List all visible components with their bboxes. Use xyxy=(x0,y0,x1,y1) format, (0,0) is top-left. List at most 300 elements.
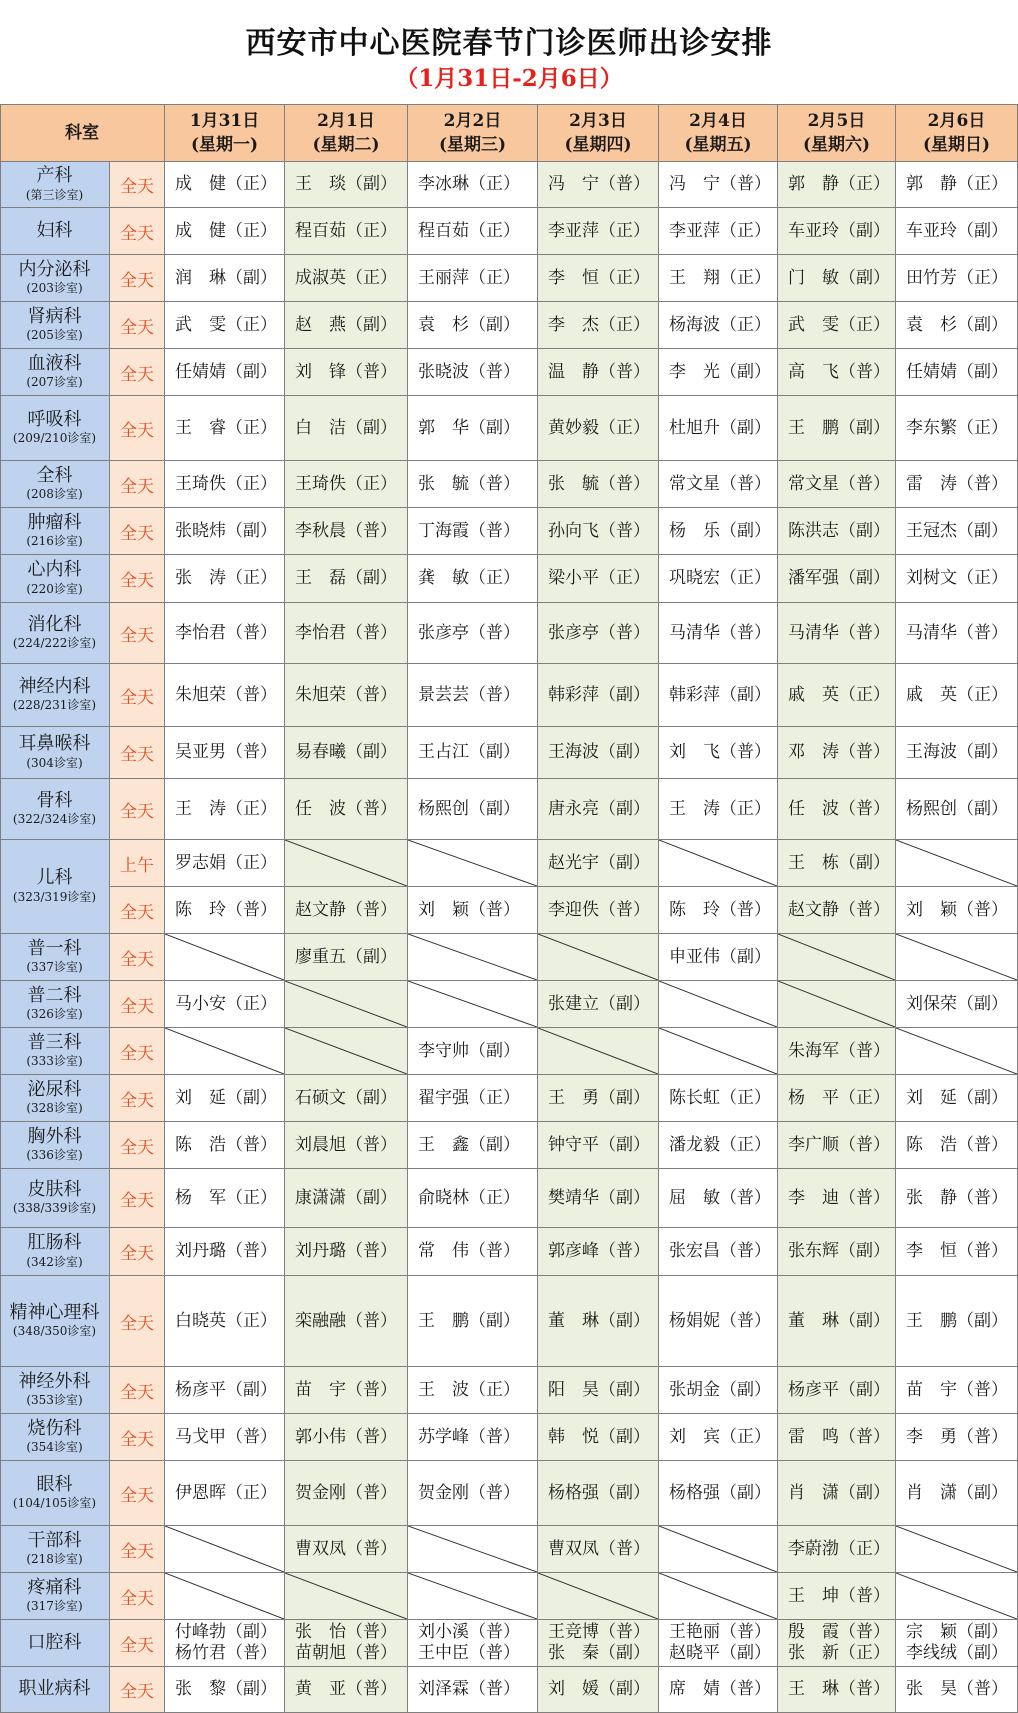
doctor-name: 常文星（普） xyxy=(788,473,890,494)
doctor-name: 李 杰（正） xyxy=(548,314,650,335)
doctor-name: 成 健（正） xyxy=(175,220,277,241)
doctor-cell xyxy=(408,1620,538,1667)
dept-name: 胸外科 xyxy=(27,1125,82,1147)
doctor-name: 刘 锋（普） xyxy=(295,361,397,382)
day-column-header xyxy=(896,104,1018,162)
doctor-cell xyxy=(778,603,896,664)
doctor-name: 李秋晨（普） xyxy=(295,520,397,541)
empty-slot-cell xyxy=(778,934,896,981)
doctor-cell xyxy=(778,1526,896,1573)
empty-slot-cell xyxy=(285,840,408,887)
doctor-cell xyxy=(659,1620,778,1667)
doctor-name: 李冰琳（正） xyxy=(418,174,520,194)
doctor-cell xyxy=(659,461,778,508)
doctor-name: 张 黎（副） xyxy=(175,1679,277,1699)
dept-name: 普二科 xyxy=(27,984,82,1006)
doctor-cell xyxy=(659,1075,778,1122)
dept-name-cell xyxy=(0,396,110,461)
doctor-name: 郭 静（正） xyxy=(788,174,890,194)
doctor-name: 杨彦平（副） xyxy=(175,1379,277,1400)
dept-name-cell xyxy=(0,1414,110,1461)
shift-time-cell xyxy=(110,1169,165,1228)
dept-room: (353诊室) xyxy=(26,1393,83,1408)
doctor-name: 钟守平（副） xyxy=(548,1134,650,1155)
doctor-cell xyxy=(538,302,659,349)
dept-room: (228/231诊室) xyxy=(12,698,97,713)
shift-time-label: 全天 xyxy=(120,571,154,591)
doctor-name: 刘小溪（普） xyxy=(418,1622,520,1642)
doctor-cell xyxy=(408,1122,538,1169)
doctor-name: 黄 亚（普） xyxy=(295,1679,397,1699)
doctor-name: 武 雯（正） xyxy=(175,314,277,335)
doctor-name: 李东繁（正） xyxy=(906,417,1008,438)
doctor-name: 常文星（普） xyxy=(669,473,771,494)
doctor-name: 马小安（正） xyxy=(175,993,277,1014)
doctor-cell xyxy=(778,508,896,555)
doctor-name: 宗 颖（副） xyxy=(906,1622,1008,1642)
dept-name-cell xyxy=(0,508,110,555)
doctor-cell xyxy=(896,1620,1018,1667)
dept-room: (205诊室) xyxy=(26,328,83,343)
empty-slot-cell xyxy=(896,1028,1018,1075)
doctor-cell xyxy=(896,302,1018,349)
doctor-name: 龚 敏（正） xyxy=(418,568,520,588)
doctor-name: 王 栋（副） xyxy=(788,852,890,873)
doctor-name: 王 勇（副） xyxy=(548,1087,650,1108)
doctor-name: 李亚萍（正） xyxy=(548,220,650,241)
doctor-name: 张 静（普） xyxy=(906,1187,1008,1208)
dept-name-cell xyxy=(0,461,110,508)
dept-name: 肾病科 xyxy=(27,305,82,327)
day-date-label: 2月5日 xyxy=(807,110,866,131)
doctor-name: 张建立（副） xyxy=(548,993,650,1014)
dept-name-cell xyxy=(0,1122,110,1169)
no-clinic-slash xyxy=(778,981,895,1027)
empty-slot-cell xyxy=(659,1573,778,1620)
dept-name: 眼科 xyxy=(36,1473,73,1495)
doctor-name: 王 翔（正） xyxy=(669,267,771,288)
doctor-cell xyxy=(165,1367,285,1414)
shift-time-label: 全天 xyxy=(120,949,154,970)
doctor-name: 雷 鸣（普） xyxy=(788,1426,890,1447)
dept-room: (209/210诊室) xyxy=(12,431,97,446)
doctor-name: 田竹芳（正） xyxy=(906,267,1008,288)
dept-room: (337诊室) xyxy=(26,960,83,975)
dept-column-header xyxy=(0,104,165,162)
doctor-name: 张胡金（副） xyxy=(669,1379,771,1400)
dept-room: (336诊室) xyxy=(26,1148,83,1163)
dept-name-cell xyxy=(0,1620,110,1667)
doctor-name: 白 洁（副） xyxy=(295,417,397,438)
doctor-cell xyxy=(408,255,538,302)
doctor-cell xyxy=(165,1667,285,1713)
doctor-name: 郭彦峰（普） xyxy=(548,1241,650,1261)
doctor-name: 殷 霞（普） xyxy=(788,1622,890,1642)
dept-name: 肿瘤科 xyxy=(27,511,82,533)
dept-room: (338/339诊室) xyxy=(12,1201,97,1216)
doctor-name: 杨娟妮（普） xyxy=(669,1310,771,1331)
dept-room: (218诊室) xyxy=(26,1552,83,1567)
doctor-name: 白晓英（正） xyxy=(175,1310,277,1331)
doctor-name: 刘 宾（正） xyxy=(669,1426,771,1447)
doctor-name: 杨熙创（副） xyxy=(418,798,520,819)
doctor-cell xyxy=(538,1228,659,1276)
doctor-cell xyxy=(165,779,285,840)
empty-slot-cell xyxy=(285,1028,408,1075)
day-date-label: 1月31日 xyxy=(189,110,260,131)
doctor-name: 刘晨旭（普） xyxy=(295,1134,397,1155)
doctor-cell xyxy=(408,1075,538,1122)
doctor-cell xyxy=(165,1276,285,1367)
day-date-label: 2月6日 xyxy=(927,110,986,131)
shift-time-cell xyxy=(110,603,165,664)
doctor-name: 席 婧（普） xyxy=(669,1679,771,1699)
doctor-cell xyxy=(659,1276,778,1367)
shift-time-label: 全天 xyxy=(120,902,154,923)
doctor-cell xyxy=(896,162,1018,208)
doctor-cell xyxy=(408,162,538,208)
doctor-name: 雷 涛（普） xyxy=(906,473,1008,494)
doctor-name: 张 怡（普） xyxy=(295,1622,397,1642)
dept-room: (304诊室) xyxy=(26,755,83,770)
dept-name-cell xyxy=(0,1228,110,1276)
doctor-cell xyxy=(538,349,659,396)
doctor-name: 廖重五（副） xyxy=(295,946,397,967)
doctor-cell xyxy=(165,603,285,664)
doctor-cell xyxy=(285,1122,408,1169)
doctor-cell xyxy=(896,1169,1018,1228)
doctor-cell xyxy=(408,302,538,349)
doctor-cell xyxy=(408,208,538,255)
doctor-cell xyxy=(538,1169,659,1228)
doctor-cell xyxy=(896,1075,1018,1122)
doctor-name: 邓 涛（普） xyxy=(788,742,890,762)
doctor-name: 王占江（副） xyxy=(418,742,520,762)
doctor-cell xyxy=(659,603,778,664)
doctor-name: 高 飞（普） xyxy=(788,361,890,382)
doctor-cell xyxy=(659,1414,778,1461)
no-clinic-slash xyxy=(408,840,537,886)
day-column-header xyxy=(778,104,896,162)
dept-room: (328诊室) xyxy=(26,1101,83,1116)
doctor-name: 赵晓平（副） xyxy=(669,1643,771,1663)
empty-slot-cell xyxy=(408,1526,538,1573)
no-clinic-slash xyxy=(538,934,658,980)
doctor-cell xyxy=(896,508,1018,555)
doctor-cell xyxy=(659,934,778,981)
day-date-label: 2月1日 xyxy=(317,110,375,131)
day-weekday-label: (星期六) xyxy=(802,134,871,155)
shift-time-label: 全天 xyxy=(120,364,154,385)
shift-time-cell xyxy=(110,255,165,302)
doctor-cell xyxy=(538,1414,659,1461)
doctor-cell xyxy=(896,727,1018,779)
doctor-cell xyxy=(538,1122,659,1169)
doctor-cell xyxy=(538,162,659,208)
doctor-cell xyxy=(778,1169,896,1228)
dept-name-cell xyxy=(0,1028,110,1075)
doctor-name: 韩彩萍（副） xyxy=(548,684,650,705)
dept-name: 肛肠科 xyxy=(27,1232,82,1254)
dept-name-cell xyxy=(0,1461,110,1526)
doctor-name: 杨格强（副） xyxy=(548,1482,650,1503)
doctor-name: 袁 杉（副） xyxy=(906,314,1008,335)
shift-time-cell xyxy=(110,1028,165,1075)
doctor-name: 李守帅（副） xyxy=(418,1040,520,1061)
dept-name: 烧伤科 xyxy=(27,1417,82,1439)
dept-room: (第三诊室) xyxy=(25,187,84,202)
doctor-cell xyxy=(285,349,408,396)
doctor-cell xyxy=(659,887,778,934)
doctor-cell xyxy=(538,255,659,302)
no-clinic-slash xyxy=(408,1526,537,1572)
shift-time-label: 全天 xyxy=(120,317,154,338)
shift-time-cell xyxy=(110,1620,165,1667)
doctor-cell xyxy=(896,208,1018,255)
dept-name: 产科 xyxy=(36,165,73,187)
dept-room: (323/319诊室) xyxy=(12,889,97,904)
doctor-cell xyxy=(659,664,778,727)
empty-slot-cell xyxy=(285,981,408,1028)
doctor-name: 润 琳（副） xyxy=(175,267,277,288)
doctor-name: 王 涛（正） xyxy=(175,798,277,819)
doctor-name: 杜旭升（副） xyxy=(669,417,771,438)
empty-slot-cell xyxy=(285,1573,408,1620)
doctor-cell xyxy=(659,727,778,779)
doctor-cell xyxy=(538,396,659,461)
dept-name: 全科 xyxy=(36,464,73,486)
empty-slot-cell xyxy=(896,1573,1018,1620)
doctor-cell xyxy=(778,302,896,349)
doctor-name: 王 鹏（副） xyxy=(418,1310,520,1331)
doctor-cell xyxy=(408,508,538,555)
doctor-name: 李怡君（普） xyxy=(175,622,277,643)
no-clinic-slash xyxy=(659,1526,777,1572)
doctor-cell xyxy=(165,461,285,508)
no-clinic-slash xyxy=(778,934,895,980)
shift-time-cell xyxy=(110,1667,165,1713)
shift-time-label: 全天 xyxy=(120,223,154,244)
no-clinic-slash xyxy=(896,1028,1017,1074)
doctor-name: 李迎佚（普） xyxy=(548,899,650,920)
doctor-name: 王 坤（普） xyxy=(788,1585,890,1606)
doctor-cell xyxy=(778,162,896,208)
doctor-cell xyxy=(408,1461,538,1526)
doctor-name: 陈长虹（正） xyxy=(669,1087,771,1108)
doctor-cell xyxy=(896,555,1018,603)
doctor-cell xyxy=(778,1461,896,1526)
page-subtitle: （1月31日-2月6日） xyxy=(395,65,623,92)
doctor-name: 张 新（正） xyxy=(788,1643,890,1663)
shift-time-cell xyxy=(110,664,165,727)
doctor-cell xyxy=(778,1122,896,1169)
doctor-cell xyxy=(538,1367,659,1414)
dept-name-cell xyxy=(0,1276,110,1367)
doctor-name: 王 琰（副） xyxy=(295,174,397,194)
dept-name: 神经外科 xyxy=(18,1370,91,1392)
shift-time-label: 全天 xyxy=(120,1043,154,1064)
dept-name: 普一科 xyxy=(27,937,82,959)
dept-room: (224/222诊室) xyxy=(12,636,97,651)
shift-time-label: 全天 xyxy=(120,270,154,291)
doctor-cell xyxy=(659,1169,778,1228)
day-column-header xyxy=(538,104,659,162)
doctor-cell xyxy=(285,779,408,840)
doctor-cell xyxy=(165,208,285,255)
doctor-cell xyxy=(538,1461,659,1526)
day-column-header xyxy=(165,104,285,162)
doctor-name: 张 昊（普） xyxy=(906,1679,1008,1699)
doctor-cell xyxy=(285,1620,408,1667)
doctor-name: 梁小平（正） xyxy=(548,568,650,588)
doctor-cell xyxy=(659,779,778,840)
doctor-name: 王 睿（正） xyxy=(175,417,277,438)
doctor-name: 董 琳（副） xyxy=(788,1310,890,1331)
dept-name: 干部科 xyxy=(27,1529,82,1551)
doctor-cell xyxy=(408,461,538,508)
doctor-name: 张宏昌（普） xyxy=(669,1241,771,1261)
doctor-name: 曹双凤（普） xyxy=(295,1538,397,1559)
no-clinic-slash xyxy=(285,1028,407,1074)
doctor-cell xyxy=(778,1414,896,1461)
doctor-cell xyxy=(538,727,659,779)
doctor-name: 陈 玲（普） xyxy=(175,899,277,920)
doctor-name: 易春曦（副） xyxy=(295,742,397,762)
doctor-name: 张 毓（普） xyxy=(418,473,520,494)
no-clinic-slash xyxy=(408,981,537,1027)
doctor-name: 吴亚男（普） xyxy=(175,742,277,762)
doctor-name: 付峰勃（副） xyxy=(175,1622,277,1642)
doctor-name: 刘 媛（副） xyxy=(548,1679,650,1699)
shift-time-cell xyxy=(110,1276,165,1367)
doctor-name: 康潇潇（副） xyxy=(295,1187,397,1208)
doctor-cell xyxy=(408,603,538,664)
shift-time-cell xyxy=(110,461,165,508)
day-weekday-label: (星期日) xyxy=(922,134,991,155)
doctor-cell xyxy=(778,1075,896,1122)
doctor-name: 伊恩晖（正） xyxy=(175,1482,277,1503)
doctor-cell xyxy=(285,302,408,349)
doctor-name: 车亚玲（副） xyxy=(788,220,890,241)
doctor-cell xyxy=(896,1461,1018,1526)
doctor-cell xyxy=(659,162,778,208)
doctor-name: 韩 悦（副） xyxy=(548,1426,650,1447)
shift-time-cell xyxy=(110,981,165,1028)
doctor-name: 张东辉（副） xyxy=(788,1241,890,1261)
shift-time-cell xyxy=(110,779,165,840)
shift-time-label: 上午 xyxy=(120,855,154,876)
shift-time-cell xyxy=(110,349,165,396)
empty-slot-cell xyxy=(408,981,538,1028)
doctor-cell xyxy=(778,1228,896,1276)
dept-name-cell xyxy=(0,603,110,664)
doctor-name: 翟宇强（正） xyxy=(418,1087,520,1108)
no-clinic-slash xyxy=(165,1573,284,1619)
dept-name: 呼吸科 xyxy=(27,408,82,430)
doctor-cell xyxy=(165,1228,285,1276)
doctor-name: 阳 昊（副） xyxy=(548,1379,650,1400)
doctor-name: 郭小伟（普） xyxy=(295,1426,397,1447)
empty-slot-cell xyxy=(896,840,1018,887)
dept-name-cell xyxy=(0,162,110,208)
doctor-name: 贺金刚（普） xyxy=(295,1482,397,1503)
shift-time-label: 全天 xyxy=(120,1313,154,1334)
shift-time-cell xyxy=(110,162,165,208)
day-weekday-label: (星期五) xyxy=(684,134,752,155)
doctor-cell xyxy=(896,779,1018,840)
doctor-name: 温 静（普） xyxy=(548,361,650,382)
empty-slot-cell xyxy=(896,1526,1018,1573)
shift-time-cell xyxy=(110,840,165,887)
shift-time-label: 全天 xyxy=(120,177,154,197)
doctor-cell xyxy=(408,555,538,603)
doctor-cell xyxy=(659,255,778,302)
shift-time-cell xyxy=(110,727,165,779)
dept-name: 皮肤科 xyxy=(27,1178,82,1200)
doctor-name: 马清华（普） xyxy=(669,622,771,643)
doctor-name: 程百茹（正） xyxy=(418,220,520,241)
no-clinic-slash xyxy=(896,934,1017,980)
doctor-name: 杨格强（副） xyxy=(669,1482,771,1503)
no-clinic-slash xyxy=(896,840,1017,886)
doctor-cell xyxy=(165,162,285,208)
doctor-name: 巩晓宏（正） xyxy=(669,568,771,588)
doctor-cell xyxy=(896,1367,1018,1414)
doctor-name: 冯 宁（普） xyxy=(669,174,771,194)
shift-time-label: 全天 xyxy=(120,801,154,822)
doctor-cell xyxy=(778,1620,896,1667)
doctor-name: 俞晓林（正） xyxy=(418,1187,520,1208)
dept-name: 耳鼻喉科 xyxy=(18,733,91,755)
dept-name-cell xyxy=(0,1667,110,1713)
doctor-name: 潘龙毅（正） xyxy=(669,1134,771,1155)
dept-name: 精神心理科 xyxy=(9,1301,100,1323)
empty-slot-cell xyxy=(896,934,1018,981)
doctor-name: 郭 静（正） xyxy=(906,174,1008,194)
shift-time-label: 全天 xyxy=(120,1137,154,1158)
doctor-name: 王艳丽（普） xyxy=(669,1622,771,1642)
shift-time-cell xyxy=(110,887,165,934)
dept-room: (203诊室) xyxy=(26,281,83,296)
doctor-cell xyxy=(778,1667,896,1713)
shift-time-label: 全天 xyxy=(120,1190,154,1211)
day-date-label: 2月3日 xyxy=(569,110,627,131)
doctor-cell xyxy=(659,302,778,349)
doctor-name: 刘 延（副） xyxy=(175,1087,277,1108)
doctor-cell xyxy=(285,1169,408,1228)
doctor-name: 朱海军（普） xyxy=(788,1040,890,1061)
doctor-cell xyxy=(285,508,408,555)
doctor-cell xyxy=(538,461,659,508)
doctor-cell xyxy=(538,208,659,255)
doctor-cell xyxy=(408,1228,538,1276)
doctor-cell xyxy=(285,1461,408,1526)
dept-name-cell xyxy=(0,727,110,779)
dept-name-cell xyxy=(0,1573,110,1620)
shift-time-cell xyxy=(110,302,165,349)
doctor-cell xyxy=(408,1276,538,1367)
doctor-name: 张 秦（副） xyxy=(548,1643,650,1663)
doctor-cell xyxy=(285,555,408,603)
empty-slot-cell xyxy=(408,934,538,981)
doctor-cell xyxy=(285,664,408,727)
empty-slot-cell xyxy=(538,1028,659,1075)
doctor-cell xyxy=(896,664,1018,727)
empty-slot-cell xyxy=(165,1028,285,1075)
doctor-cell xyxy=(778,887,896,934)
doctor-cell xyxy=(285,1667,408,1713)
doctor-name: 王冠杰（副） xyxy=(906,520,1008,541)
